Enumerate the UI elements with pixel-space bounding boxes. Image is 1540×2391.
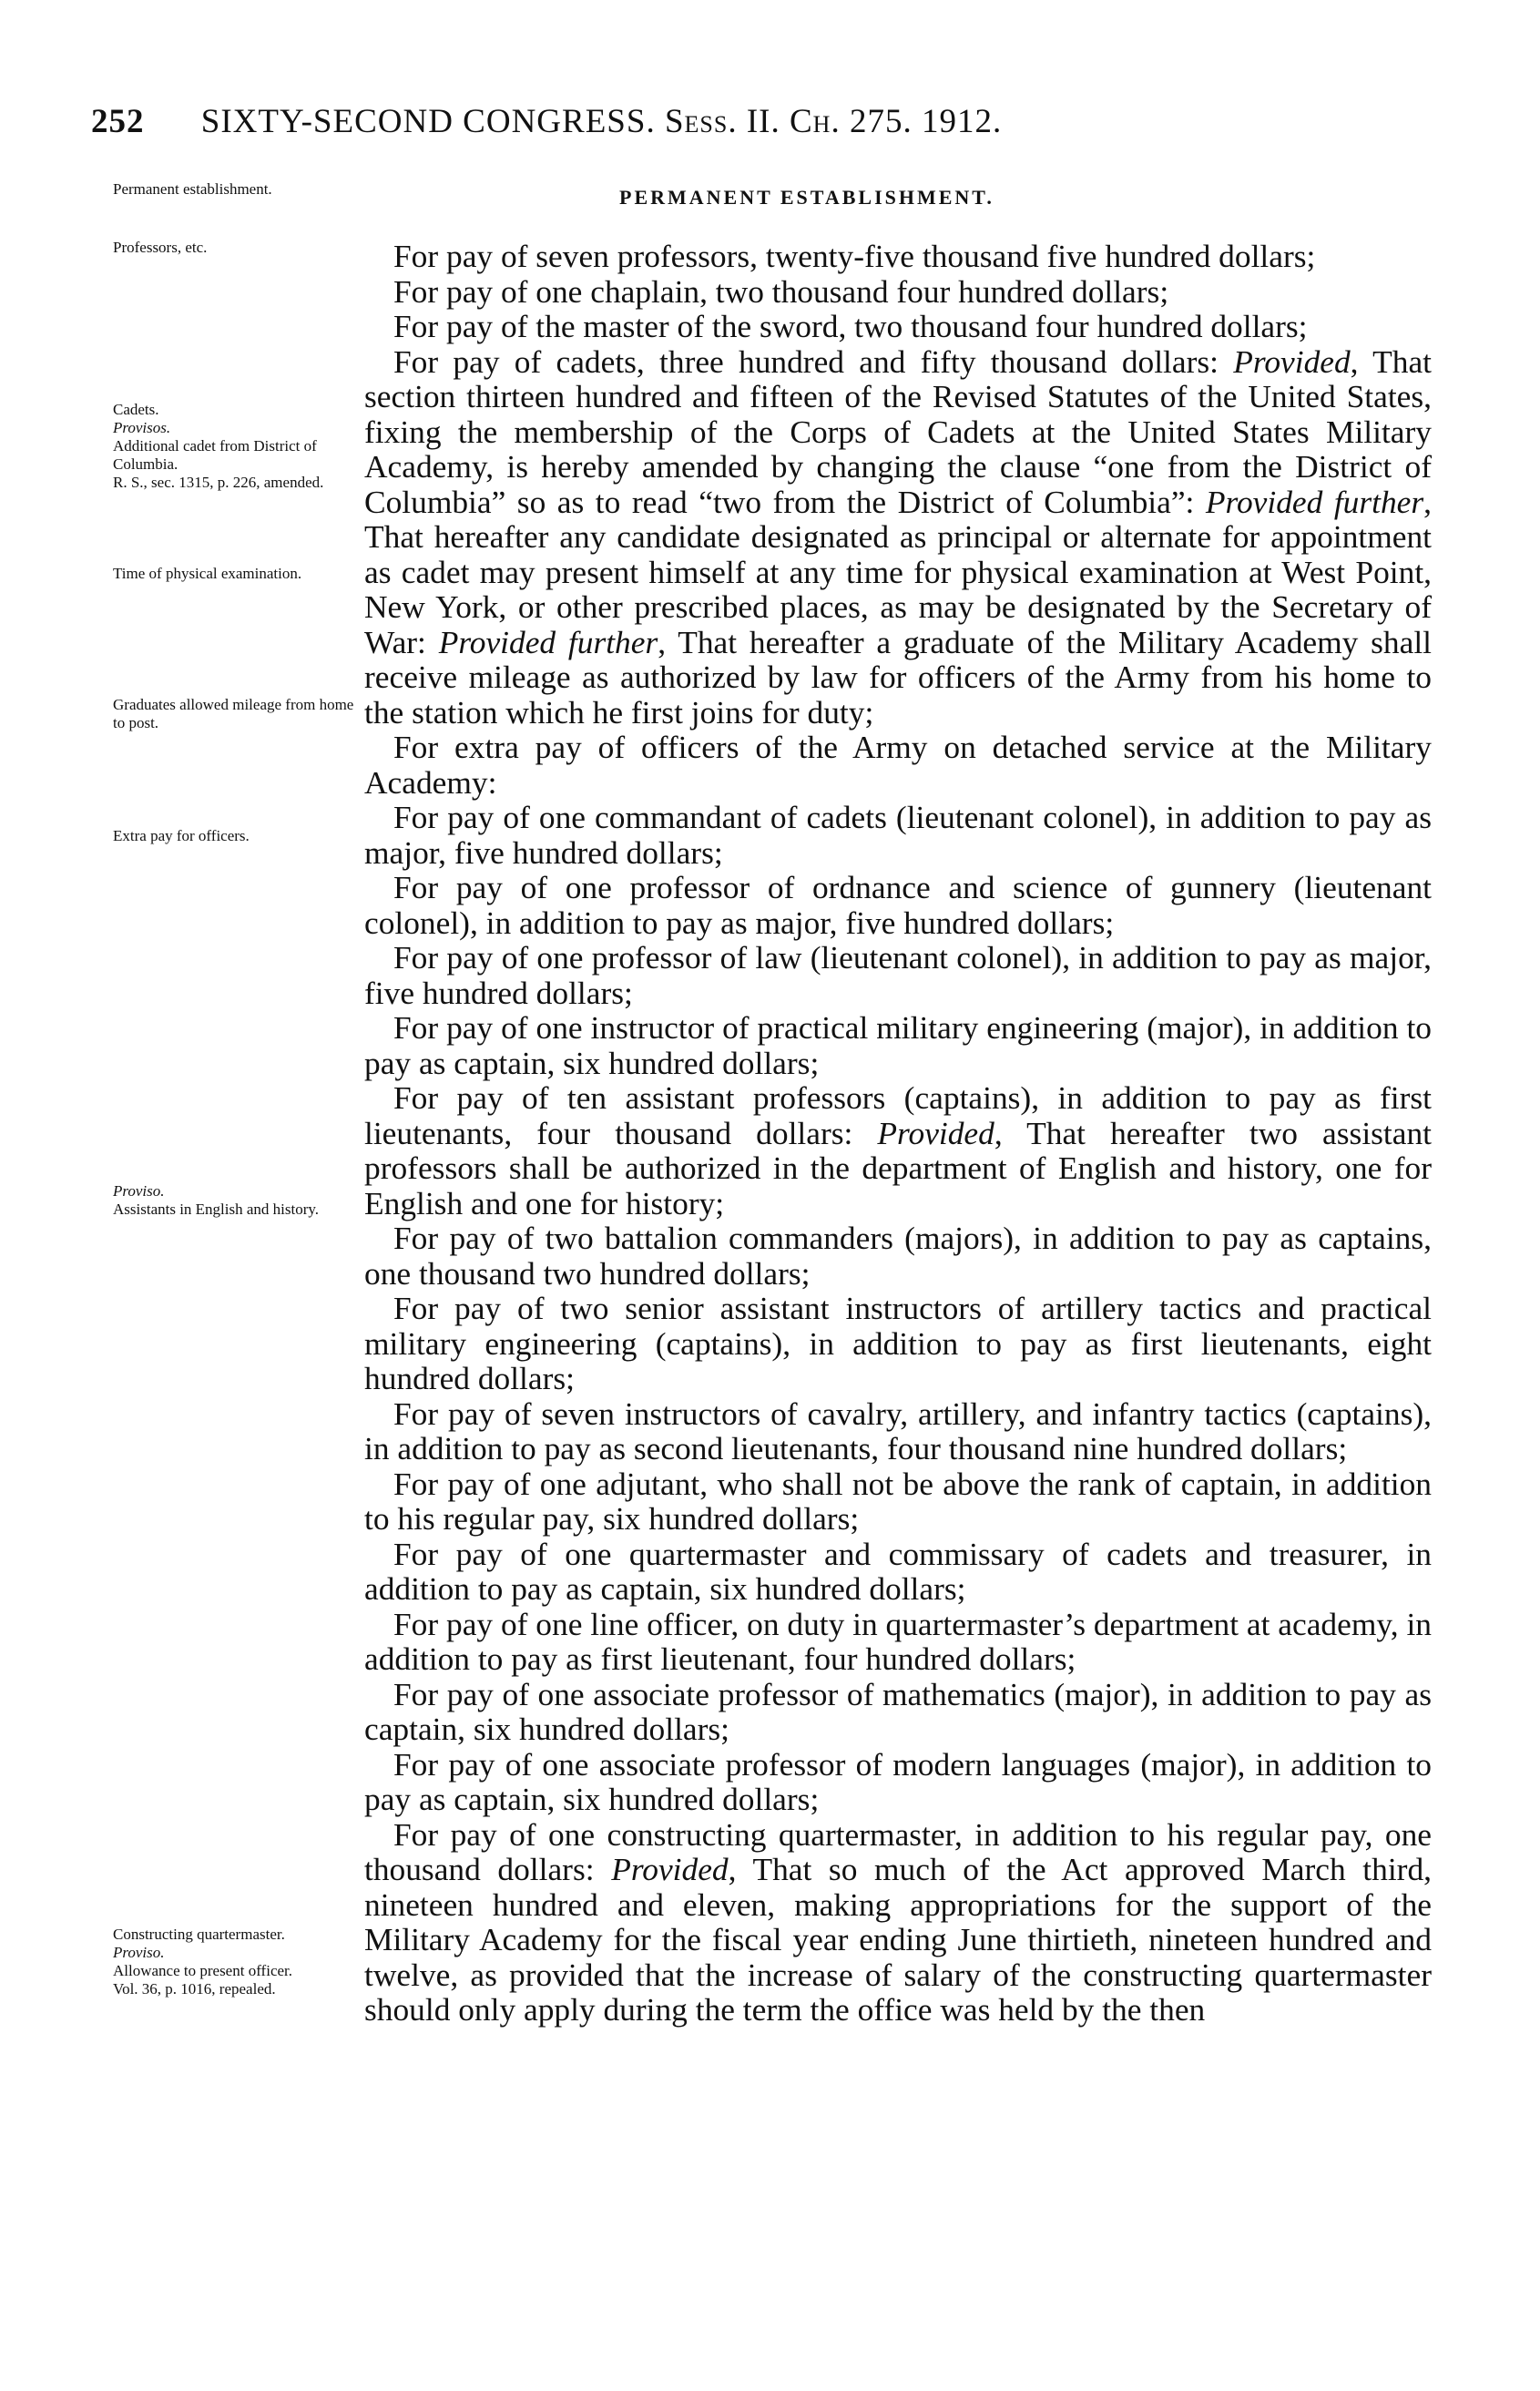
margin-note-line: Time of physical examination. (113, 565, 302, 582)
section-title: PERMANENT ESTABLISHMENT. (619, 186, 994, 209)
proviso-term: Provided (1233, 342, 1351, 380)
paragraph-constructing-quartermaster (364, 1817, 1432, 2028)
paragraph: For pay of one associate professor of modern languages (major), in addition to pay as captain, six hundred dollars; (364, 1745, 1432, 1817)
paragraph: For extra pay of officers of the Army on detached service at the Military Academy: (364, 729, 1432, 801)
margin-note (113, 1182, 359, 1219)
paragraph-part: For pay of ten assistant professors (captains), in addition to pay as first lieutenants, four thousand dollars: (364, 1079, 1432, 1151)
chapter-label: Ch. 275. (789, 103, 913, 140)
margin-note (113, 565, 359, 583)
paragraph-part: , That so much of the Act approved March third, nineteen hundred and eleven, making appropriations for the support of the Military Academy for the fiscal year ending June thirtieth, nineteen hundred and twelve, as provided that the increase of salary of the constructing quartermaster should only apply during the term the office was held by the then (364, 1851, 1432, 2028)
margin-note-line: Permanent establishment. (113, 180, 272, 198)
paragraph-part: , That hereafter two assistant professors shall be authorized in the department of English and history, one for English and one for history; (364, 1114, 1432, 1221)
paragraph: For pay of two senior assistant instructors of artillery tactics and practical military engineering (captains), in addition to pay as first lieutenants, eight hundred dollars; (364, 1290, 1432, 1396)
margin-note (113, 696, 359, 732)
page-number: 252 (91, 103, 145, 140)
margin-note-line: Professors, etc. (113, 239, 208, 256)
session-label: Sess. II. (664, 103, 780, 140)
margin-note-line: Cadets. (113, 401, 159, 418)
margin-note-line: Vol. 36, p. 1016, repealed. (113, 1980, 276, 1998)
paragraph: For pay of seven instructors of cavalry, artillery, and infantry tactics (captains), in addition to pay as second lieutenants, four thousand nine hundred dollars; (364, 1395, 1432, 1466)
running-head (91, 102, 1439, 141)
paragraph: For pay of one adjutant, who shall not be above the rank of captain, in addition to his regular pay, six hundred dollars; (364, 1465, 1432, 1537)
paragraph: For pay of one professor of law (lieutenant colonel), in addition to pay as major, five hundred dollars; (364, 939, 1432, 1011)
proviso-term: Provided further (1205, 483, 1424, 520)
paragraph-cadets (364, 344, 1432, 731)
margin-note (113, 1926, 359, 1998)
paragraph-assistant-professors (364, 1080, 1432, 1221)
paragraph-part: For pay of cadets, three hundred and fifty thousand dollars: (393, 342, 1234, 380)
margin-note-line: Assistants in English and history. (113, 1201, 320, 1218)
proviso-term: Provided (611, 1851, 729, 1887)
margin-note (113, 401, 359, 492)
margin-note-line: Constructing quartermaster. (113, 1926, 285, 1943)
margin-note-line: Allowance to present officer. (113, 1962, 293, 1979)
paragraph: For pay of two battalion commanders (majors), in addition to pay as captains, one thousand two hundred dollars; (364, 1220, 1432, 1292)
paragraph: For pay of one quartermaster and commissary of cadets and treasurer, in addition to pay as captain, six hundred dollars; (364, 1535, 1432, 1607)
congress-title: SIXTY-SECOND CONGRESS. (200, 103, 656, 140)
paragraph: For pay of one commandant of cadets (lieutenant colonel), in addition to pay as major, five hundred dollars; (364, 799, 1432, 871)
proviso-term: Provided further (438, 623, 658, 660)
paragraph: For pay of one chaplain, two thousand four hundred dollars; (393, 272, 1169, 310)
proviso-term: Provided (877, 1114, 994, 1151)
paragraph: For pay of the master of the sword, two thousand four hundred dollars; (393, 308, 1308, 344)
margin-note-line: Graduates allowed mileage from home to post. (113, 696, 354, 731)
margin-note-line: Proviso. (113, 1944, 165, 1961)
paragraph: For pay of seven professors, twenty-five thousand five hundred dollars; (393, 238, 1316, 274)
margin-note-line: R. S., sec. 1315, p. 226, amended. (113, 474, 324, 491)
year-label: 1912. (921, 103, 1003, 140)
paragraph-part: For pay of one constructing quartermaster, in addition to his regular pay, one thousand dollars: (364, 1815, 1432, 1887)
paragraph: For pay of one line officer, on duty in quartermaster’s department at academy, in addition to pay as first lieutenant, four hundred dollars; (364, 1605, 1432, 1677)
margin-note (113, 827, 359, 845)
margin-note (113, 180, 359, 199)
paragraph-part: , That section thirteen hundred and fifteen of the Revised Statutes of the United States, fixing the membership of the Corps of Cadets at the United States Military Academy, is hereby amended by changing the clause “one from the District of Columbia” so as to read “two from the District of Columbia”: (364, 342, 1432, 520)
paragraph-part: , That hereafter a graduate of the Military Academy shall receive mileage as authorized by law for officers of the Army from his home to the station which he first joins for duty; (364, 623, 1432, 731)
statute-text (364, 239, 1432, 2028)
paragraph-part: , That hereafter any candidate designated as principal or alternate for appointment as cadet may present himself at any time for physical examination at West Point, New York, or other prescribed places, as may be designated by the Secretary of War: (364, 483, 1432, 660)
margin-note-line: Additional cadet from District of Columbia. (113, 437, 317, 473)
paragraph: For pay of one associate professor of mathematics (major), in addition to pay as captain, six hundred dollars; (364, 1675, 1432, 1747)
margin-note-line: Proviso. (113, 1182, 165, 1200)
margin-note (113, 239, 359, 257)
paragraph: For pay of one professor of ordnance and science of gunnery (lieutenant colonel), in addition to pay as major, five hundred dollars; (364, 869, 1432, 941)
margin-note-line: Extra pay for officers. (113, 827, 250, 844)
margin-note-line: Provisos. (113, 419, 171, 436)
paragraph: For pay of one instructor of practical military engineering (major), in addition to pay as captain, six hundred dollars; (364, 1009, 1432, 1081)
